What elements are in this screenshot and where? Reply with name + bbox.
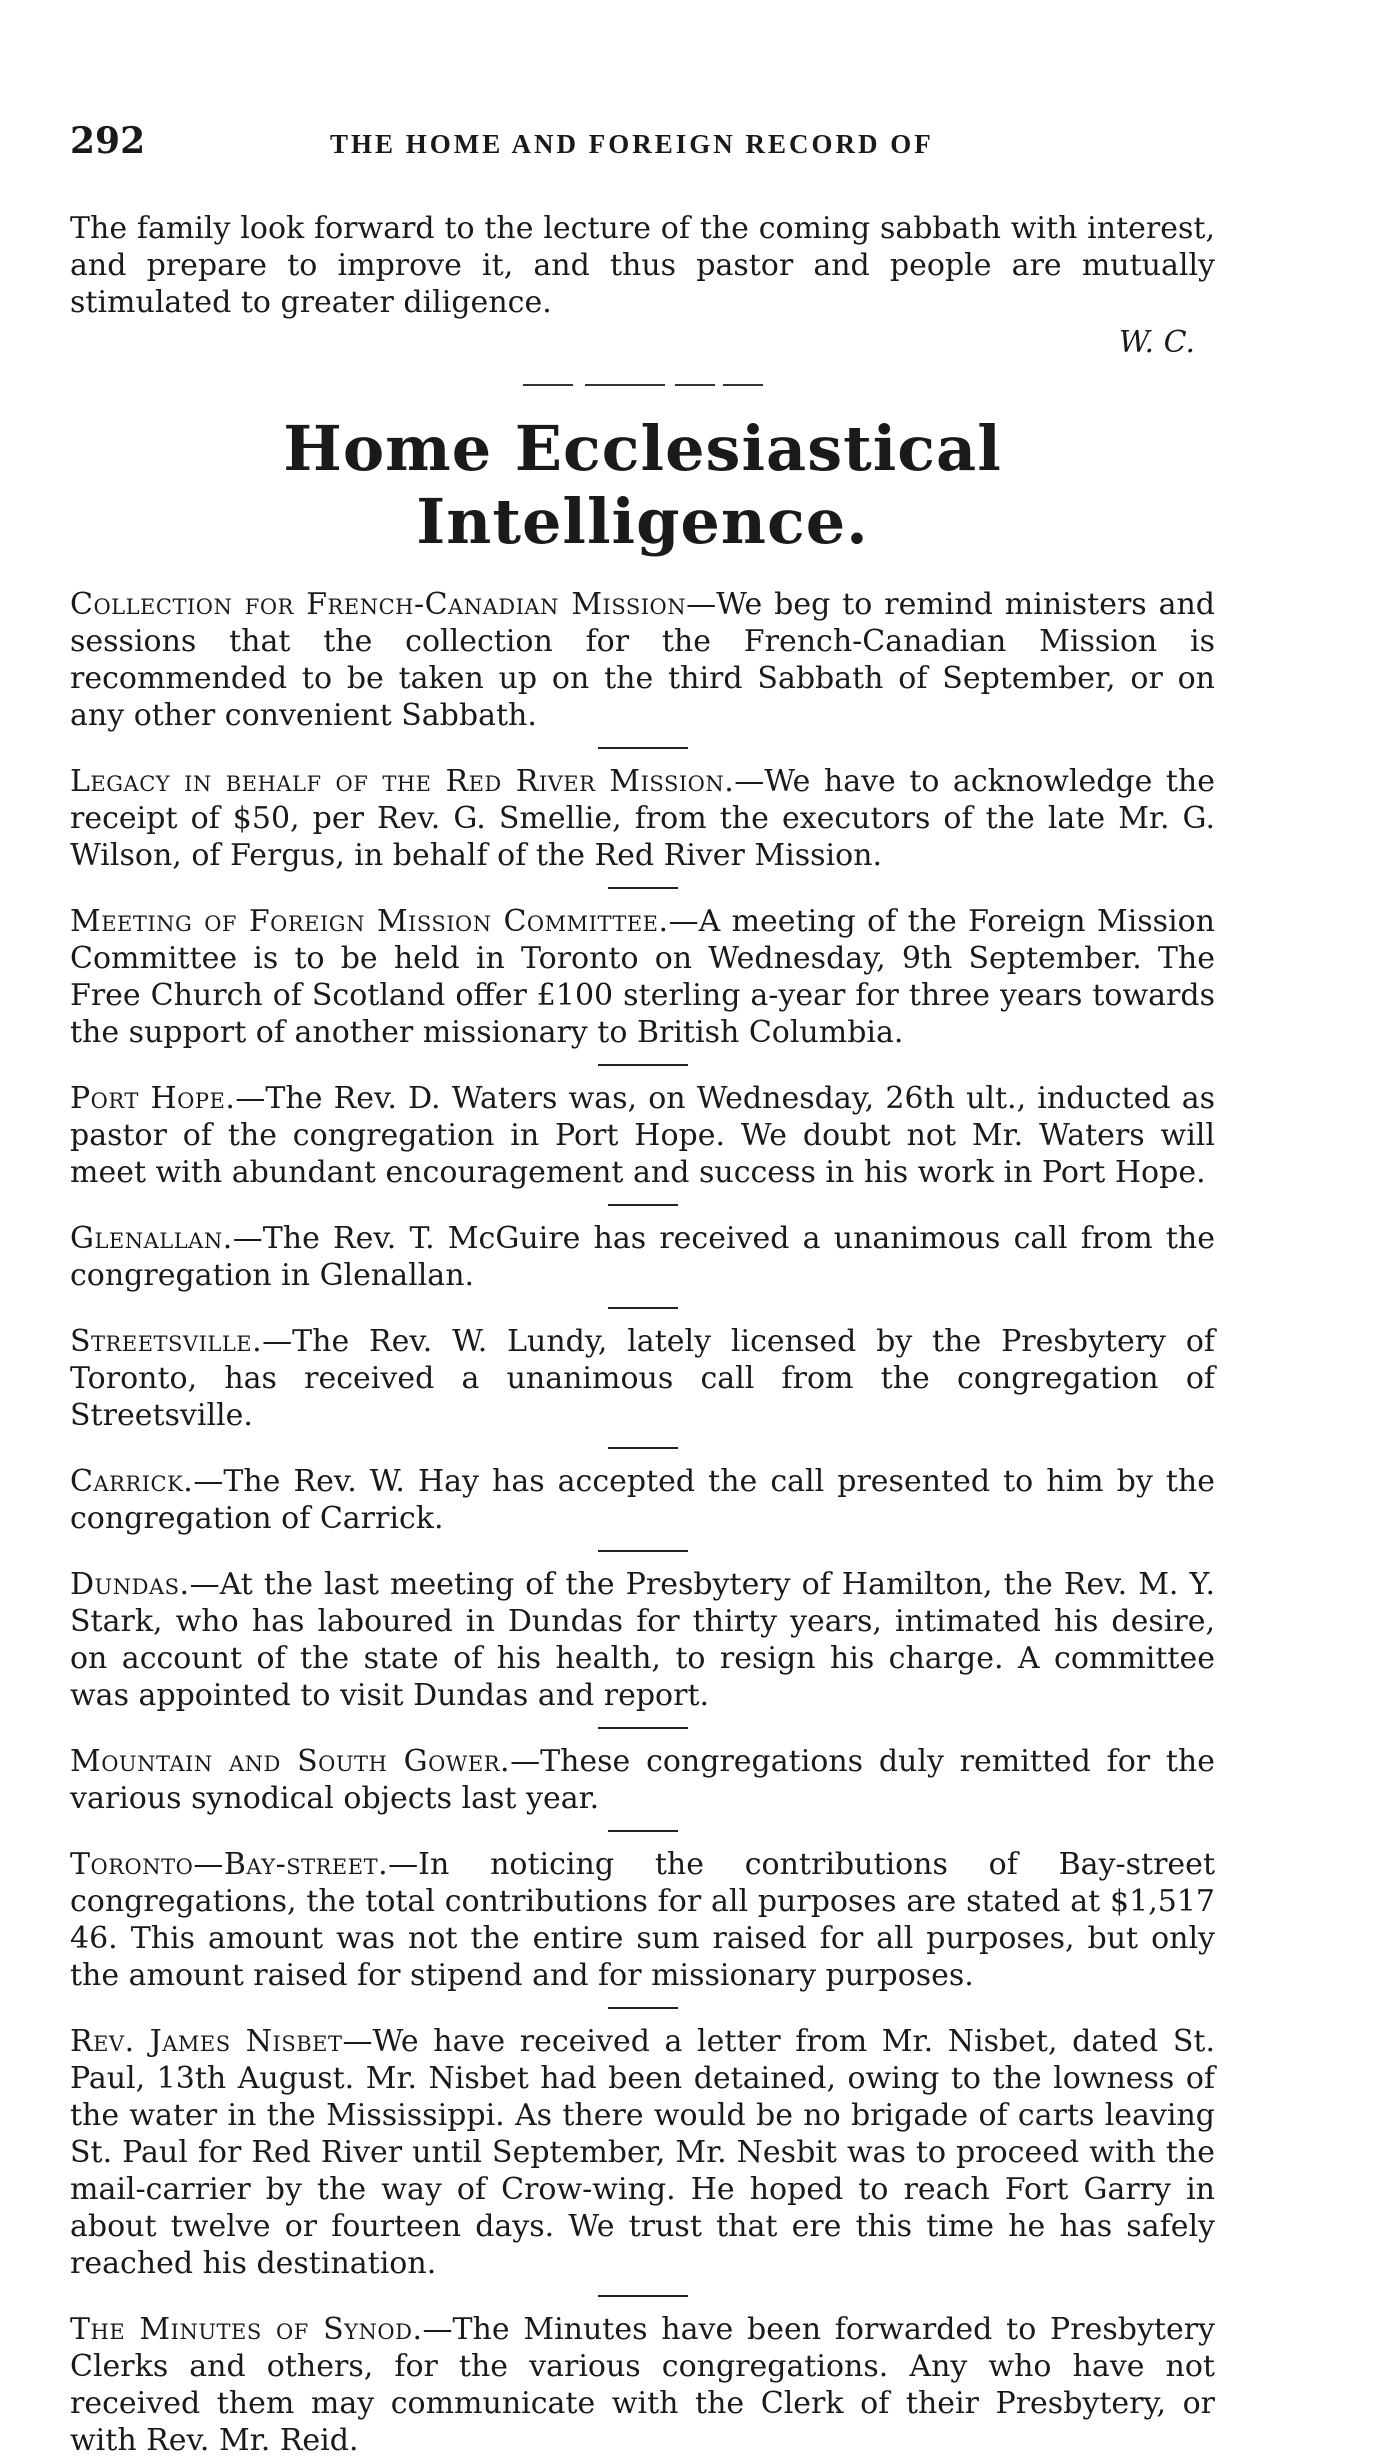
item-text: —At the last meeting of the Presbytery of Hamilton, the Rev. M. Y. Stark, who has laboured in Dundas for thirty years, intimated his desire, on account of the state of his health, to resign his charge. A committee was appointed to visit Dundas and report. [70, 1567, 1215, 1713]
item-heading: The Minutes of Synod. [70, 2312, 423, 2347]
news-item-port-hope [70, 1080, 1215, 1191]
news-item-collection [70, 586, 1215, 734]
page-number: 292 [70, 120, 146, 162]
item-heading: Legacy in behalf of the Red River Mission. [70, 764, 735, 799]
page-header [70, 120, 1215, 180]
item-divider [608, 1307, 678, 1309]
news-item-glenallan [70, 1220, 1215, 1294]
running-head: THE HOME AND FOREIGN RECORD OF [330, 129, 934, 159]
item-heading: Carrick. [70, 1464, 194, 1499]
item-heading: Streetsville. [70, 1324, 263, 1359]
item-divider [598, 1550, 688, 1552]
item-divider [608, 1204, 678, 1206]
news-item-streetsville [70, 1323, 1215, 1434]
item-heading: Glenallan. [70, 1221, 233, 1256]
news-item-toronto [70, 1846, 1215, 1994]
item-divider [608, 1447, 678, 1449]
news-item-legacy [70, 763, 1215, 874]
item-text: —A meeting of the Foreign Mission Committee is to be held in Toronto on Wednesday, 9th September. The Free Church of Scotland offer £100 sterling a-year for three years towards the support of another missionary to British Columbia. [70, 904, 1215, 1050]
item-divider [608, 1830, 678, 1832]
item-heading: Toronto—Bay-street. [70, 1847, 389, 1882]
item-heading: Mountain and South Gower. [70, 1744, 511, 1779]
item-divider [598, 1727, 688, 1729]
item-text: —We beg to remind ministers and sessions that the collection for the French-Canadian Mission is recommended to be taken up on the third Sabbath of September, or on any other convenient Sabbath. [70, 587, 1215, 733]
item-text: —The Rev. D. Waters was, on Wednesday, 26th ult., inducted as pastor of the congregation in Port Hope. We doubt not Mr. Waters will meet with abundant encouragement and success in his work in Port Hope. [70, 1081, 1215, 1190]
item-text: —The Rev. W. Lundy, lately licensed by the Presbytery of Toronto, has received a unanimous call from the congregation of Streetsville. [70, 1324, 1215, 1433]
signature: W. C. [1118, 325, 1195, 360]
news-item-carrick [70, 1463, 1215, 1537]
item-text: —We have to acknowledge the receipt of $50, per Rev. G. Smellie, from the executors of the late Mr. G. Wilson, of Fergus, in behalf of the Red River Mission. [70, 764, 1215, 873]
item-heading: Dundas. [70, 1567, 190, 1602]
item-heading: Collection for French-Canadian Mission [70, 587, 687, 622]
item-divider [598, 1064, 688, 1066]
news-item-nisbet [70, 2023, 1215, 2282]
item-text: —The Rev. T. McGuire has received a unanimous call from the congregation in Glenallan. [70, 1221, 1215, 1293]
news-item-minutes [70, 2311, 1215, 2459]
news-item-mountain [70, 1743, 1215, 1817]
item-text: —These congregations duly remitted for the various synodical objects last year. [70, 1744, 1215, 1816]
item-text: —The Rev. W. Hay has accepted the call presented to him by the congregation of Carrick. [70, 1464, 1215, 1536]
intro-paragraph: The family look forward to the lecture of the coming sabbath with interest, and prepare to improve it, and thus pastor and people are mutually stimulated to greater diligence. [70, 211, 1215, 320]
item-divider [598, 747, 688, 749]
item-divider [608, 2007, 678, 2009]
ornamental-divider [523, 378, 763, 392]
news-item-dundas [70, 1566, 1215, 1714]
item-heading: Meeting of Foreign Mission Committee. [70, 904, 669, 939]
item-heading: Rev. James Nisbet [70, 2024, 343, 2059]
item-text: —The Minutes have been forwarded to Presbytery Clerks and others, for the various congregations. Any who have not received them may communicate with the Clerk of their Presbytery, or with Rev. Mr. Reid. [70, 2312, 1215, 2458]
item-text: —We have received a letter from Mr. Nisbet, dated St. Paul, 13th August. Mr. Nisbet had been detained, owing to the lowness of the water in the Mississippi. As there would be no brigade of carts leaving St. Paul for Red River until September, Mr. Nesbit was to proceed with the mail-carrier by the way of Crow-wing. He hoped to reach Fort Garry in about twelve or fourteen days. We trust that ere this time he has safely reached his destination. [70, 2024, 1215, 2281]
news-item-meeting [70, 903, 1215, 1051]
item-text: —In noticing the contributions of Bay-street congregations, the total contributions for all purposes are stated at $1,517 46. This amount was not the entire sum raised for all purposes, but only the amount raised for stipend and for missionary purposes. [70, 1847, 1215, 1993]
item-heading: Port Hope. [70, 1081, 236, 1116]
document-page [70, 120, 1215, 2459]
news-items [70, 586, 1215, 2459]
item-divider [608, 887, 678, 889]
item-divider [598, 2295, 688, 2297]
section-title: Home Ecclesiastical Intelligence. [283, 412, 1002, 558]
